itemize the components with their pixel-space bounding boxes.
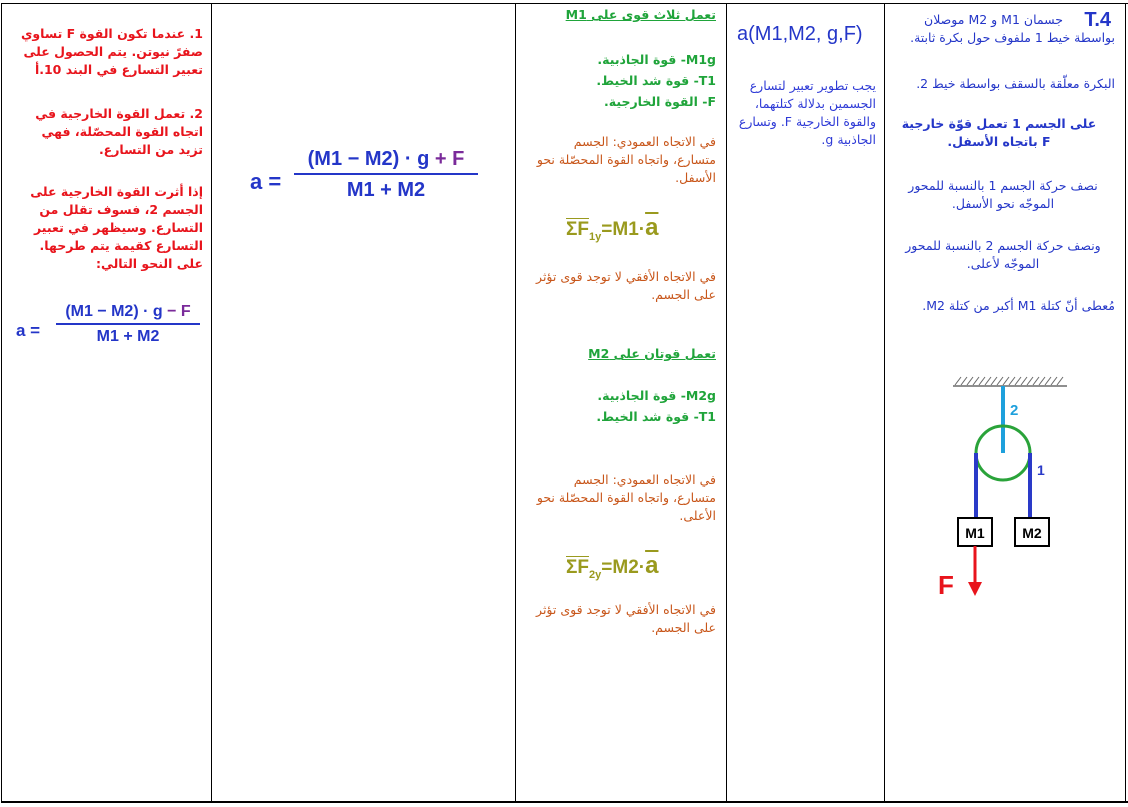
string-2-label: 2 bbox=[1010, 402, 1019, 419]
mass-m2-label: M2 bbox=[1022, 525, 1042, 541]
newton-equation-m2 bbox=[566, 552, 658, 581]
formula-add-lhs: a = bbox=[250, 169, 282, 194]
newton-equation-m1 bbox=[566, 214, 658, 243]
forces-m2-list bbox=[526, 387, 716, 426]
formula-add-denominator: M1 + M2 bbox=[346, 179, 426, 201]
conclusion-1: 1. عندما تكون القوة F تساوي صفرً نيوتن. يتم الحصول على تعبير التسارع في البند 10.أ bbox=[20, 26, 203, 77]
formula-add-force: F bbox=[452, 148, 465, 170]
force-m1-tension: T1- قوة شد الخيط. bbox=[596, 73, 716, 88]
forces-m1-list bbox=[526, 51, 716, 111]
conclusion-3: إذا أثرت القوة الخارجية على الجسم 2، فسوف تقلل من التسارع. وسيظهر في تعبير التسارع كقيمة يتم طرحها. على النحو التالي: bbox=[30, 184, 203, 271]
formula-subtract bbox=[16, 301, 202, 363]
problem-axis-2: ونصف حركة الجسم 2 بالنسبة للمحور الموجّه لأعلى. bbox=[905, 238, 1101, 271]
problem-pulley: البكرة معلّقة بالسقف بواسطة خيط 2. bbox=[916, 76, 1115, 91]
column-problem bbox=[885, 3, 1125, 801]
force-arrow-head bbox=[968, 582, 982, 596]
conclusion-2: 2. تعمل القوة الخارجية في اتجاه القوة المحصّلة، فهي تزيد من التسارع. bbox=[35, 106, 203, 157]
vertical-direction-m1: في الاتجاه العمودي: الجسم متسارع، واتجاه القوة المحصّلة نحو الأسفل. bbox=[536, 134, 716, 185]
formula-subtract-numerator: (M1 − M2) · g bbox=[65, 303, 163, 320]
formula-subtract-denominator: M1 + M2 bbox=[96, 328, 160, 345]
force-m2-tension: T1- قوة شد الخيط. bbox=[596, 409, 716, 424]
problem-given: مُعطى أنّ كتلة M1 أكبر من كتلة M2. bbox=[922, 298, 1115, 313]
eq1-subscript: 1y bbox=[589, 230, 602, 243]
horizontal-direction-m1: في الاتجاه الأفقي لا توجد قوى تؤثر على الجسم. bbox=[536, 269, 716, 302]
forces-m1-heading: تعمل ثلاث قوى على M1 bbox=[565, 7, 716, 22]
eq2-sum-force: $\overline{\Sigma F}$ bbox=[566, 557, 590, 578]
force-m1-external: F- القوة الخارجية. bbox=[604, 94, 716, 109]
horizontal-direction-m2: في الاتجاه الأفقي لا توجد قوى تؤثر على الجسم. bbox=[536, 602, 716, 635]
table-bottom-border bbox=[1, 801, 1128, 803]
formula-subtract-lhs: a = bbox=[16, 321, 41, 340]
eq2-accel: $\overline{a}$ bbox=[645, 552, 659, 579]
problem-label: T.4 bbox=[1084, 9, 1111, 31]
force-m1-gravity: M1g- قوة الجاذبية. bbox=[597, 52, 716, 67]
ceiling bbox=[953, 377, 1067, 386]
eq1-accel: $\overline{a}$ bbox=[645, 214, 659, 241]
problem-statement: جسمان M1 و M2 موصلان بواسطة خيط 1 ملفوف حول بكرة ثابتة. bbox=[910, 12, 1115, 45]
mass-m1-label: M1 bbox=[965, 525, 985, 541]
string-1-label: 1 bbox=[1037, 462, 1045, 478]
eq2-subscript: 2y bbox=[589, 568, 602, 581]
goal-text: يجب تطوير تعبير لتسارع الجسمين بدلالة كتلتهما، والقوة الخارجية F. وتسارع الجاذبية g. bbox=[738, 78, 876, 147]
eq2-rhs: =M2· bbox=[601, 557, 646, 578]
formula-add-operator: + bbox=[434, 148, 447, 170]
column-main-formula bbox=[212, 3, 515, 801]
formula-subtract-force: F bbox=[180, 303, 191, 320]
eq1-sum-force: $\overline{\Sigma F}$ bbox=[566, 219, 590, 240]
vertical-direction-m2: في الاتجاه العمودي: الجسم متسارع، واتجاه القوة المحصّلة نحو الأعلى. bbox=[536, 472, 716, 523]
problem-force: على الجسم 1 تعمل قوّة خارجية F باتجاه الأسفل. bbox=[901, 116, 1097, 149]
formula-add bbox=[250, 145, 478, 221]
formula-subtract-operator: − bbox=[167, 303, 177, 320]
column-conclusions bbox=[2, 3, 211, 801]
column-forces bbox=[516, 3, 726, 801]
goal-title: a(M1,M2, g,F) bbox=[737, 23, 863, 45]
column-goal bbox=[727, 3, 884, 801]
table-border-right bbox=[1125, 3, 1126, 803]
formula-add-numerator: (M1 − M2) · g bbox=[307, 148, 430, 170]
force-m2-gravity: M2g- قوة الجاذبية. bbox=[597, 388, 716, 403]
forces-m2-heading: تعمل قوتان على M2 bbox=[588, 346, 716, 361]
problem-axis-1: نصف حركة الجسم 1 بالنسبة للمحور الموجّه نحو الأسفل. bbox=[908, 178, 1098, 211]
atwood-diagram bbox=[935, 366, 1105, 616]
eq1-rhs: =M1· bbox=[601, 219, 646, 240]
force-label: F bbox=[938, 570, 954, 600]
